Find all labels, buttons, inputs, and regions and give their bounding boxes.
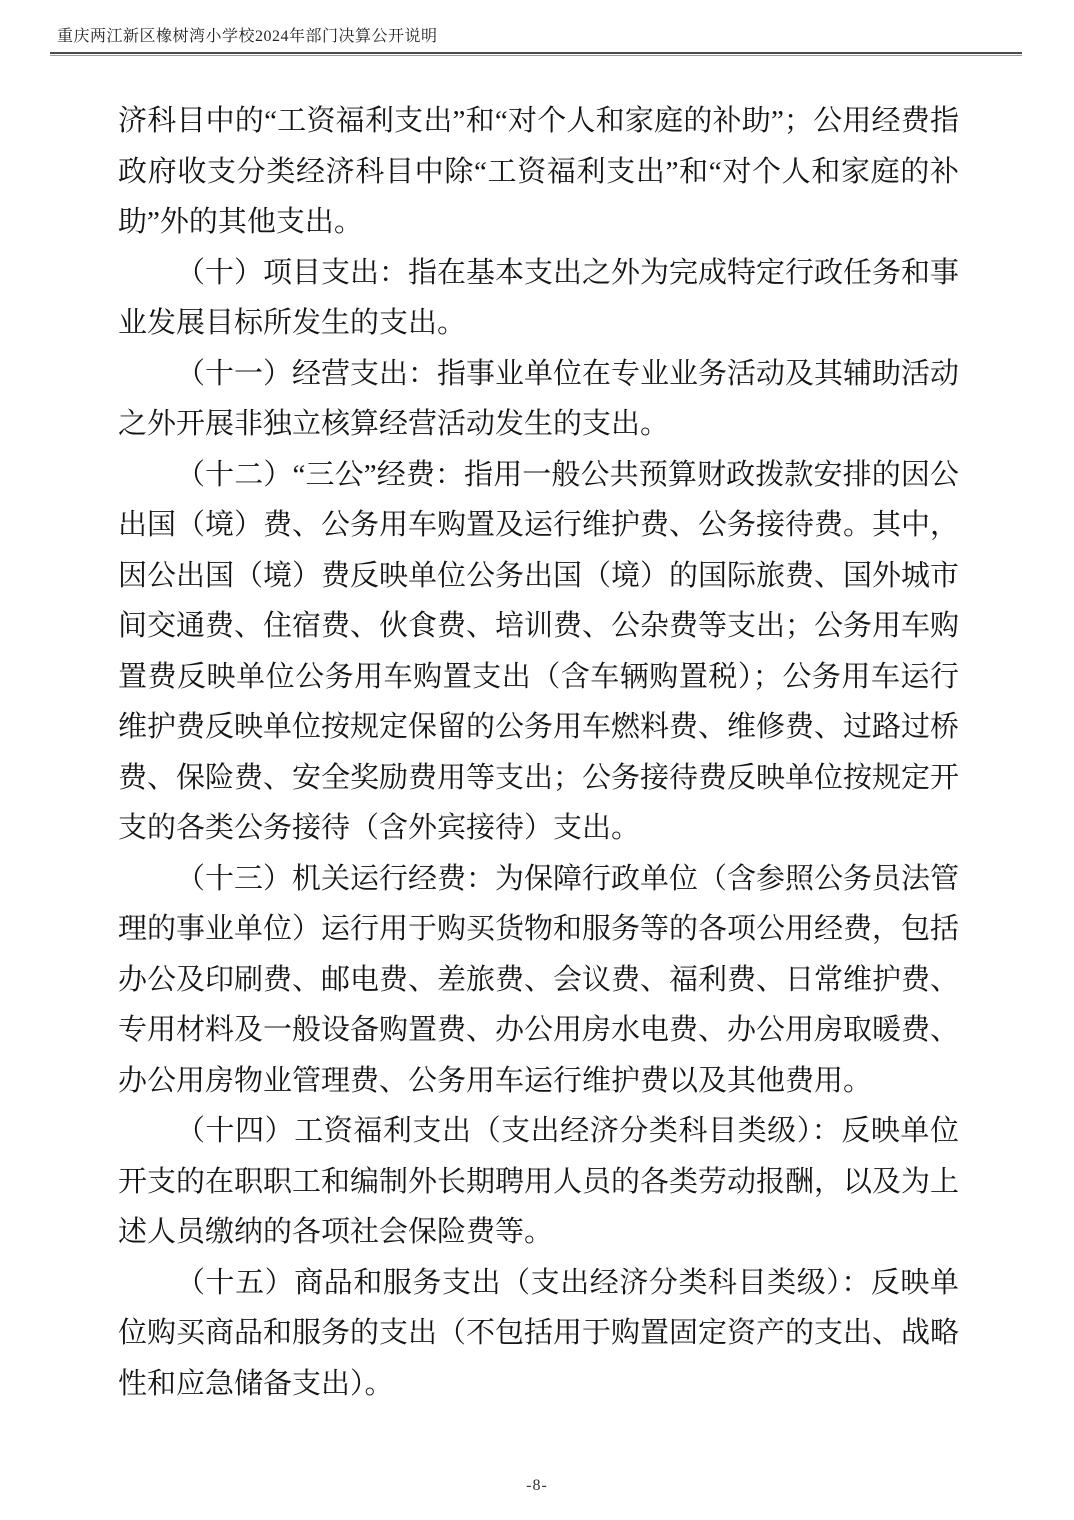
document-paragraph: （十）项目支出：指在基本支出之外为完成特定行政任务和事业发展目标所发生的支出。 [118, 256, 960, 339]
document-paragraph: （十四）工资福利支出（支出经济分类科目类级）：反映单位开支的在职职工和编制外长期聘用人员的各类劳动报酬，以及为上述人员缴纳的各项社会保险费等。 [118, 1115, 960, 1248]
document-paragraph: （十五）商品和服务支出（支出经济分类科目类级）：反映单位购买商品和服务的支出（不包括用于购置固定资产的支出、战略性和应急储备支出）。 [118, 1266, 960, 1400]
header-rule [50, 52, 1022, 56]
document-paragraph: （十二）“三公”经费：指用一般公共预算财政拨款安排的因公出国（境）费、公务用车购置及运行维护费、公务接待费。其中，因公出国（境）费反映单位公务出国（境）的国际旅费、国外城市间交通费、住宿费、伙食费、培训费、公杂费等支出；公务用车购置费反映单位公务用车购置支出（含车辆购置税）；公务用车运行维护费反映单位按规定保留的公务用车燃料费、维修费、过路过桥费、保险费、安全奖励费用等支出；公务接待费反映单位按规定开支的各类公务接待（含外宾接待）支出。 [118, 458, 960, 844]
document-body [118, 96, 959, 1409]
document-paragraph: 济科目中的“工资福利支出”和“对个人和家庭的补助”；公用经费指政府收支分类经济科目中除“工资福利支出”和“对个人和家庭的补助”外的其他支出。 [118, 105, 959, 238]
page-number: -8- [526, 1477, 548, 1494]
document-paragraph: （十三）机关运行经费：为保障行政单位（含参照公务员法管理的事业单位）运行用于购买货物和服务等的各项公用经费，包括办公及印刷费、邮电费、差旅费、会议费、福利费、日常维护费、专用材料及一般设备购置费、办公用房水电费、办公用房取暖费、办公用房物业管理费、公务用车运行维护费以及其他费用。 [118, 862, 960, 1097]
header-title: 重庆两江新区橡树湾小学校2024年部门决算公开说明 [57, 28, 438, 45]
document-paragraph: （十一）经营支出：指事业单位在专业业务活动及其辅助活动之外开展非独立核算经营活动发生的支出。 [118, 357, 960, 440]
